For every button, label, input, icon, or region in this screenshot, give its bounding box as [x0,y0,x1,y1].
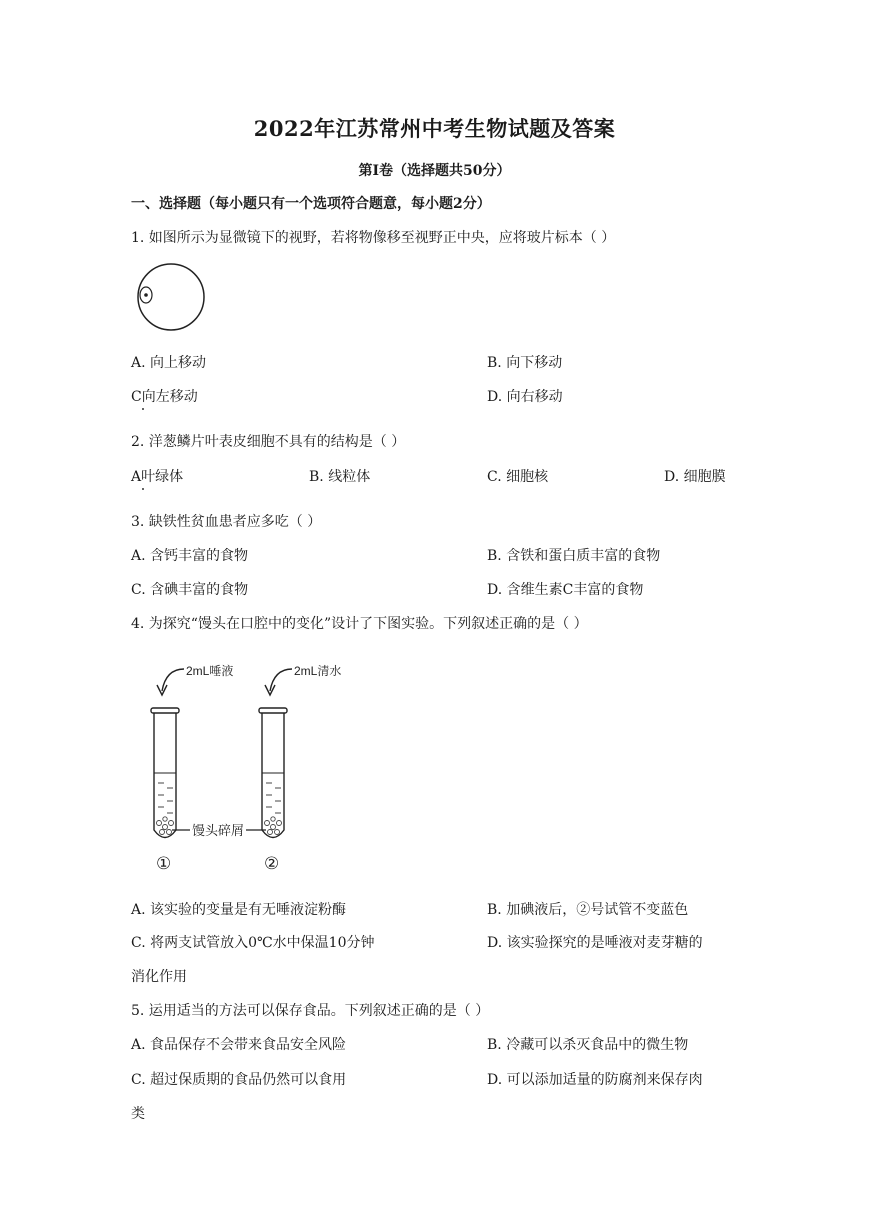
paper-subtitle: 第Ⅰ卷（选择题共50分） [358,163,511,179]
q5-option-d: D. 可以添加适量的防腐剂来保存肉 [487,1072,703,1088]
q4-option-b: B. 加碘液后，②号试管不变蓝色 [487,902,689,918]
section-heading: 一、选择题（每小题只有一个选项符合题意，每小题2分） [131,196,491,212]
question-1-stem: 1. 如图所示为显微镜下的视野，若将物像移至视野正中央，应将玻片标本（ ） [131,230,616,246]
test-tube-2 [259,708,287,838]
q3-option-a: A. 含钙丰富的食物 [131,548,249,564]
q4-option-d-continuation: 消化作用 [131,969,187,985]
tube-1-reagent-label: 2mL唾液 [186,664,234,678]
object-nucleus [144,293,148,297]
q4-option-d: D. 该实验探究的是唾液对麦芽糖的 [487,935,703,951]
tube-1-number: ① [156,854,172,874]
q1-option-d: D. 向右移动 [487,389,563,405]
punctuation-mark [142,408,144,410]
page-title: 2022年江苏常州中考生物试题及答案 [253,116,616,141]
tube-2-reagent-label: 2mL清水 [294,664,342,678]
question-5-stem: 5. 运用适当的方法可以保存食品。下列叙述正确的是（ ） [131,1003,490,1019]
field-of-view-circle [138,264,204,330]
q5-option-c: C. 超过保质期的食品仍然可以食用 [131,1072,347,1088]
q3-option-b: B. 含铁和蛋白质丰富的食物 [487,548,661,564]
q2-option-c: C. 细胞核 [487,469,549,485]
q2-option-b: B. 线粒体 [309,469,371,485]
test-tube-experiment-diagram [140,655,370,877]
q2-option-a: A叶绿体 [131,469,184,485]
q2-option-d: D. 细胞膜 [664,469,726,485]
q3-option-d: D. 含维生素C丰富的食物 [487,582,644,598]
microscope-field-diagram [131,260,211,336]
question-3-stem: 3. 缺铁性贫血患者应多吃（ ） [131,514,322,530]
question-4-stem: 4. 为探究“馒头在口腔中的变化”设计了下图实验。下列叙述正确的是（ ） [131,616,588,632]
tube-2-number: ② [264,854,280,874]
q5-option-b: B. 冷藏可以杀灭食品中的微生物 [487,1037,689,1053]
punctuation-mark [142,488,144,490]
q5-option-d-continuation: 类 [131,1106,145,1122]
q5-option-a: A. 食品保存不会带来食品安全风险 [131,1037,347,1053]
q1-option-a: A. 向上移动 [131,355,207,371]
q4-option-a: A. 该实验的变量是有无唾液淀粉酶 [131,902,347,918]
q1-option-b: B. 向下移动 [487,355,563,371]
q3-option-c: C. 含碘丰富的食物 [131,582,249,598]
q4-option-c: C. 将两支试管放入0℃水中保温10分钟 [131,935,375,951]
test-tube-1 [151,708,179,838]
q1-option-c: C向左移动 [131,389,198,405]
question-2-stem: 2. 洋葱鳞片叶表皮细胞不具有的结构是（ ） [131,434,406,450]
bread-crumbs-label: 馒头碎屑 [192,823,245,838]
